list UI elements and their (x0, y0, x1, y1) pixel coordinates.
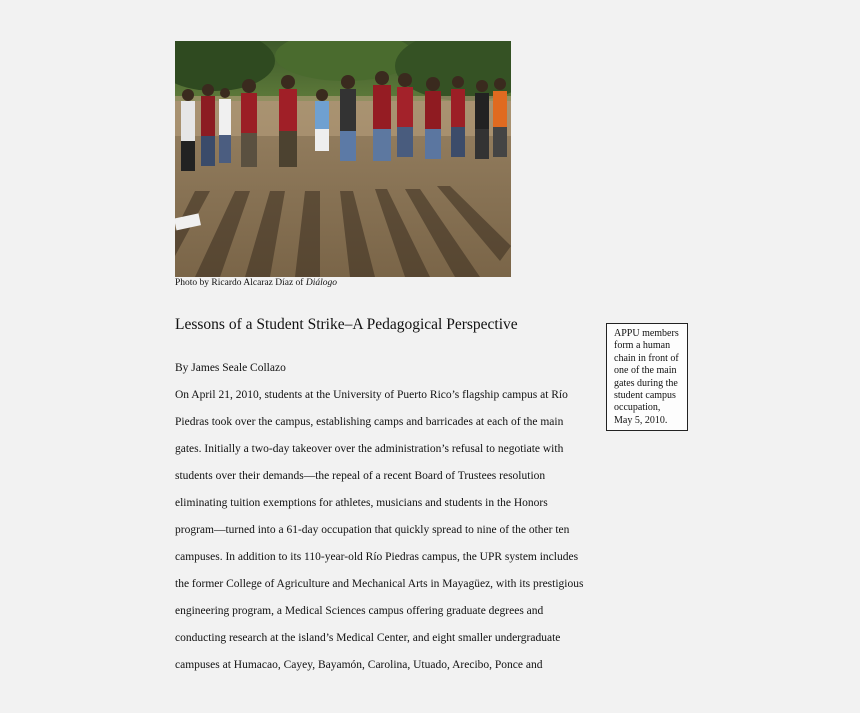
body-line: engineering program, a Medical Sciences campus offering graduate degrees and (175, 605, 544, 617)
body-line: program—turned into a 61-day occupation that quickly spread to nine of the other ten (175, 524, 570, 536)
body-line: students over their demands—the repeal of a recent Board of Trustees resolution (175, 470, 546, 482)
body-line: On April 21, 2010, students at the University of Puerto Rico’s flagship campus at Río (175, 389, 568, 401)
body-line: gates. Initially a two-day takeover over the administration’s refusal to negotiate with (175, 443, 564, 455)
body-line: conducting research at the island’s Medical Center, and eight smaller undergraduate (175, 632, 561, 644)
photo-sidebar-caption: APPU members form a human chain in front of one of the main gates during the student campus occupation, May 5, 2010. (606, 323, 688, 431)
body-line: eliminating tuition exemptions for athletes, musicians and students in the Honors (175, 497, 548, 509)
body-line: campuses. In addition to its 110-year-old Río Piedras campus, the UPR system includes (175, 551, 579, 563)
body-line: the former College of Agriculture and Mechanical Arts in Mayagüez, with its prestigious (175, 578, 584, 590)
article-title: Lessons of a Student Strike–A Pedagogical Perspective (175, 316, 518, 333)
body-line: campuses at Humacao, Cayey, Bayamón, Carolina, Utuado, Arecibo, Ponce and (175, 659, 543, 671)
article-byline: By James Seale Collazo (175, 362, 286, 374)
article-body (175, 384, 605, 681)
protest-photo (175, 41, 511, 277)
photo-credit (175, 277, 337, 289)
body-line: Piedras took over the campus, establishing camps and barricades at each of the main (175, 416, 564, 428)
photo-credit-source: Diálogo (305, 278, 337, 288)
photo-credit-prefix: Photo by Ricardo Alcaraz Díaz of (175, 278, 304, 288)
protest-photo-graphic (175, 41, 511, 277)
